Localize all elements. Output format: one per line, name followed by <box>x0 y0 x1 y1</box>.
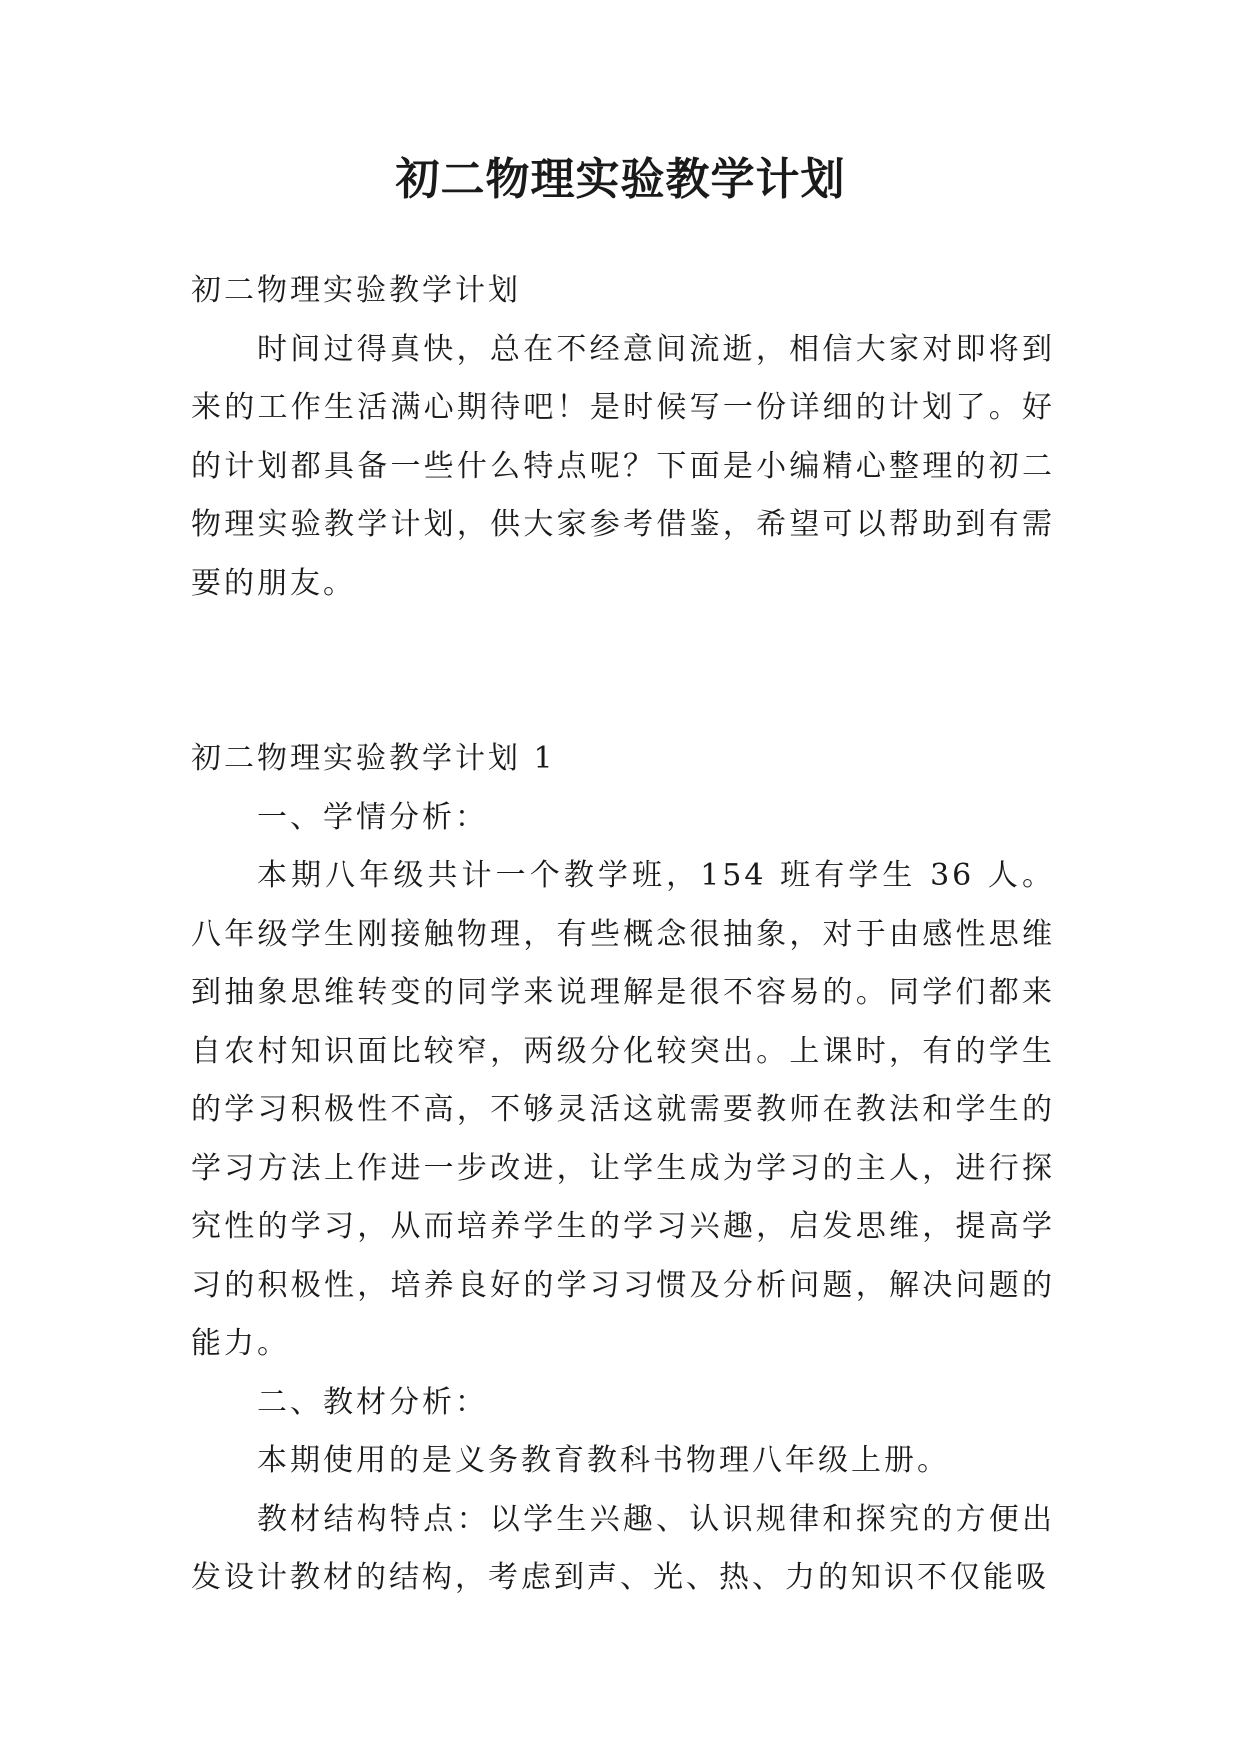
intro-heading: 初二物理实验教学计划 <box>191 273 521 308</box>
section1-heading: 初二物理实验教学计划 1 <box>191 741 556 776</box>
intro-paragraph: 时间过得真快，总在不经意间流逝，相信大家对即将到来的工作生活满心期待吧！是时候写一份详细的计划了。好的计划都具备一些什么特点呢？下面是小编精心整理的初二物理实验教学计划，供大家参考借鉴，希望可以帮助到有需要的朋友。 <box>191 331 1055 601</box>
sub1-heading: 一、学情分析： <box>257 799 488 835</box>
sub2-paragraph-1: 本期使用的是义务教育教科书物理八年级上册。 <box>257 1443 950 1478</box>
section-spacer <box>191 613 1055 730</box>
document-title: 初二物理实验教学计划 <box>395 154 846 205</box>
sub1-paragraph: 本期八年级共计一个教学班，154 班有学生 36 人。八年级学生刚接触物理，有些概念很抽象，对于由感性思维到抽象思维转变的同学来说理解是很不容易的。同学们都来自农村知识面比较窄，两级分化较突出。上课时，有的学生的学习积极性不高，不够灵活这就需要教师在教法和学生的学习方法上作进一步改进，让学生成为学习的主人，进行探究性的学习，从而培养学生的学习兴趣，启发思维，提高学习的积极性，培养良好的学习习惯及分析问题，解决问题的能力。 <box>191 858 1055 1361</box>
document-body <box>191 262 1055 1608</box>
sub2-paragraph-2: 教材结构特点：以学生兴趣、认识规律和探究的方便出发设计教材的结构，考虑到声、光、热、力的知识不仅能吸 <box>191 1501 1055 1595</box>
sub2-heading: 二、教材分析： <box>257 1384 488 1420</box>
